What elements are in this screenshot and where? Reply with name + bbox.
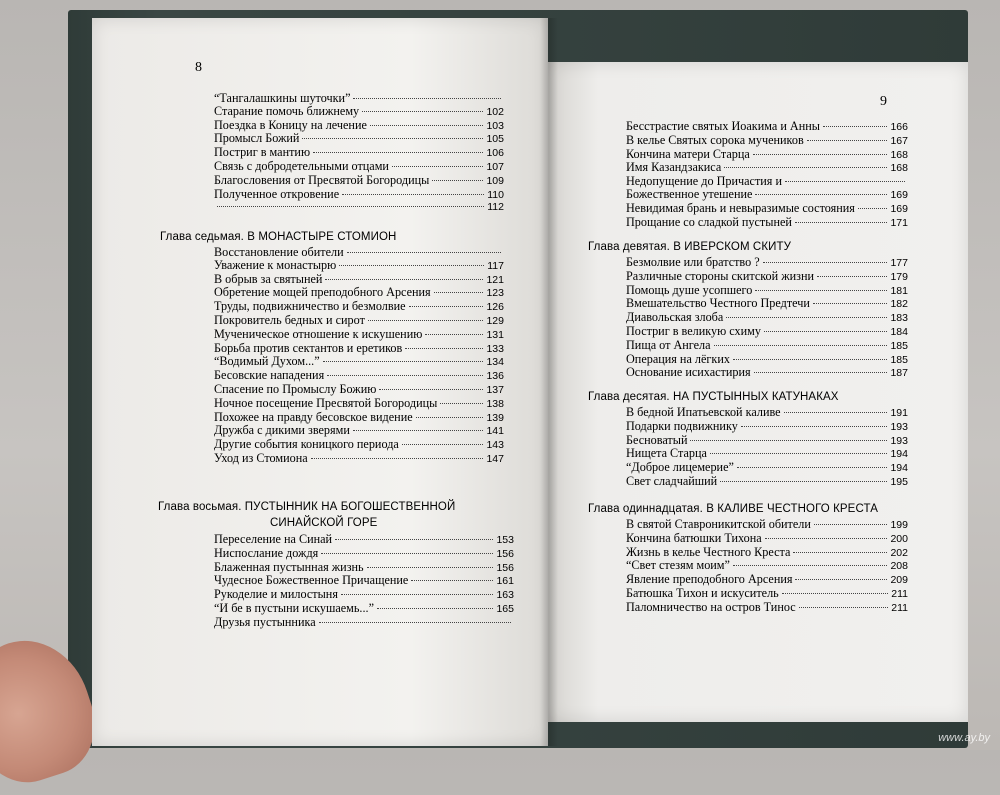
toc-entry [214, 160, 504, 174]
toc-entry-title: “Свет стезям моим” [626, 558, 730, 573]
toc-entry-page: 137 [486, 383, 504, 396]
toc-entry [214, 438, 504, 452]
toc-leader-dots [409, 305, 484, 307]
toc-entry-page: 181 [890, 284, 908, 297]
toc-entry [214, 369, 504, 383]
toc-entry-title: Уважение к монастырю [214, 257, 337, 272]
toc-entry [626, 297, 908, 311]
toc-entry [626, 339, 908, 353]
toc-entry-title: Операция на лёгких [626, 351, 730, 366]
toc-leader-dots [335, 538, 493, 540]
toc-entry-title: Божественное утешение [626, 186, 753, 201]
toc-entry-page: 168 [890, 162, 908, 175]
toc-entry [626, 325, 908, 339]
toc-leader-dots [813, 302, 888, 304]
toc-chapter-8 [214, 533, 514, 629]
toc-leader-dots [311, 457, 484, 459]
toc-entry-page: 211 [891, 587, 908, 600]
toc-entry-page: 179 [890, 270, 908, 283]
toc-leader-dots [763, 261, 888, 263]
toc-entry-page: 167 [890, 134, 908, 147]
toc-leader-dots [323, 360, 484, 362]
toc-entry [626, 284, 908, 298]
toc-entry-title: Постриг в мантию [214, 145, 311, 160]
toc-leader-dots [362, 110, 483, 112]
toc-entry-page: 195 [890, 475, 908, 488]
toc-leader-dots [321, 552, 493, 554]
toc-entry-title: “И бе в пустыни искушаемь...” [214, 600, 374, 615]
toc-leader-dots [807, 139, 888, 141]
toc-entry-page: 209 [890, 574, 908, 587]
toc-entry [626, 587, 908, 601]
toc-entry [214, 132, 504, 146]
toc-entry-title: Похожее на правду бесовское видение [214, 409, 413, 424]
toc-entry-page: 141 [486, 425, 504, 438]
toc-entry-title: Нищета Старца [626, 446, 707, 461]
toc-entry [626, 353, 908, 367]
toc-entry-page: 182 [890, 298, 908, 311]
toc-entry-page: 161 [496, 575, 514, 588]
toc-entry [214, 314, 504, 328]
toc-entry [626, 120, 908, 134]
toc-leader-dots [784, 411, 888, 413]
toc-entry-title: Жизнь в келье Честного Креста [626, 544, 791, 559]
toc-leader-dots [726, 316, 887, 318]
toc-entry-page: 102 [486, 105, 504, 118]
toc-entry-title: Кончина батюшки Тихона [626, 530, 762, 545]
toc-leader-dots [764, 330, 888, 332]
toc-leader-dots [313, 151, 483, 153]
toc-entry-page: 131 [486, 328, 504, 341]
toc-entry-page: 200 [890, 532, 908, 545]
toc-entry-title: Борьба против сектантов и еретиков [214, 340, 403, 355]
toc-entry [626, 461, 908, 475]
toc-entry-title: Диавольская злоба [626, 310, 724, 325]
toc-entry [214, 119, 504, 133]
toc-entry [626, 518, 908, 532]
toc-entry-title: “Тангалашкины шуточки” [214, 91, 351, 105]
toc-entry [626, 188, 908, 202]
toc-entry-title: Батюшка Тихон и искуситель [626, 585, 779, 600]
toc-entry [214, 92, 504, 105]
toc-entry [214, 174, 504, 188]
toc-leader-dots [353, 429, 484, 431]
toc-entry-title: Восстановление обители [214, 245, 344, 259]
toc-entry [214, 105, 504, 119]
toc-entry [214, 533, 514, 547]
chapter-9-heading: Глава девятая. В ИВЕРСКОМ СКИТУ [588, 241, 792, 253]
toc-entry [214, 246, 504, 259]
toc-entry-title: Связь с добродетельными отцами [214, 158, 389, 173]
chapter-8-heading-line1: Глава восьмая. ПУСТЫННИК НА БОГОШЕСТВЕННОЙ [158, 501, 456, 513]
toc-leader-dots [858, 207, 888, 209]
toc-leader-dots [782, 592, 889, 594]
chapter-11-heading: Глава одиннадцатая. В КАЛИВЕ ЧЕСТНОГО КРЕСТА [588, 503, 878, 515]
toc-entry-page: 187 [890, 367, 908, 380]
toc-entry-page: 185 [890, 339, 908, 352]
toc-entry-page: 107 [486, 160, 504, 173]
toc-entry-page: 110 [487, 188, 504, 201]
toc-entry-page: 185 [890, 353, 908, 366]
toc-entry-title: Спасение по Промыслу Божию [214, 381, 377, 396]
toc-leader-dots [690, 439, 887, 441]
page-number-left: 8 [195, 60, 202, 75]
toc-leader-dots [405, 347, 483, 349]
toc-entry-title: Блаженная пустынная жизнь [214, 559, 364, 574]
toc-entry-page: 106 [486, 147, 504, 160]
toc-entry-page: 208 [890, 560, 908, 573]
toc-entry [626, 161, 908, 175]
toc-entry [214, 452, 504, 466]
toc-entry-page: 202 [890, 546, 908, 559]
toc-entry-title: Прощание со сладкой пустыней [626, 214, 792, 229]
toc-leader-dots [416, 416, 484, 418]
toc-leader-dots [319, 621, 511, 623]
toc-entry-page: 165 [496, 602, 514, 615]
toc-entry-page: 194 [890, 462, 908, 475]
toc-leader-dots [392, 165, 484, 167]
toc-entry [214, 547, 514, 561]
toc-chapter-11 [626, 518, 908, 615]
toc-entry-title: Явление преподобного Арсения [626, 572, 793, 587]
toc-entry-page: 156 [496, 547, 514, 560]
toc-entry [626, 148, 908, 162]
toc-leader-dots [755, 193, 887, 195]
toc-entry [214, 259, 504, 273]
toc-entry-title: Ниспослание дождя [214, 545, 319, 560]
toc-entry-title: Кончина матери Старца [626, 146, 750, 161]
toc-entry-page: 168 [890, 148, 908, 161]
toc-entry [214, 273, 504, 287]
toc-leader-dots [785, 180, 905, 182]
toc-leader-dots [765, 537, 888, 539]
toc-entry [626, 366, 908, 380]
toc-entry [214, 342, 504, 356]
toc-entry [626, 532, 908, 546]
toc-entry-title: Рукоделие и милостыня [214, 587, 338, 602]
toc-leader-dots [440, 402, 483, 404]
toc-entry-title: “Доброе лицемерие” [626, 460, 734, 475]
toc-entry-page: 177 [890, 257, 908, 269]
toc-entry-page: 103 [486, 119, 504, 132]
toc-entry-page: 109 [486, 174, 504, 187]
toc-entry-page: 105 [486, 133, 504, 146]
toc-entry [214, 146, 504, 160]
toc-entry [214, 616, 514, 629]
toc-entry-title: Пища от Ангела [626, 337, 711, 352]
toc-leader-dots [302, 137, 483, 139]
toc-entry-page: 169 [890, 188, 908, 201]
toc-entry-title: Недопущение до Причастия и [626, 174, 782, 189]
toc-entry-page: 117 [487, 259, 504, 272]
toc-entry-title: Помощь душе усопшего [626, 282, 753, 297]
toc-leader-dots [753, 153, 888, 155]
toc-leader-dots [377, 607, 493, 609]
toc-entry-title: Имя Казандзакиса [626, 160, 722, 175]
toc-entry-page: 211 [891, 601, 908, 614]
toc-leader-dots [755, 289, 887, 291]
toc-entry [626, 573, 908, 587]
toc-entry [214, 602, 514, 616]
toc-entry [214, 424, 504, 438]
toc-entry [626, 420, 908, 434]
toc-entry [214, 355, 504, 369]
toc-entry-page: 143 [486, 439, 504, 452]
toc-entry-title: Поездка в Коницу на лечение [214, 117, 367, 132]
toc-entry-page: 147 [486, 452, 504, 465]
toc-leader-dots [432, 179, 483, 181]
toc-entry-title: Друзья пустынника [214, 614, 316, 629]
toc-entry-page: 129 [486, 314, 504, 327]
toc-entry-title: Обретение мощей преподобного Арсения [214, 285, 431, 300]
toc-leader-dots [795, 578, 887, 580]
toc-entry-page: 191 [890, 407, 908, 419]
toc-left-top [214, 92, 504, 214]
toc-leader-dots [434, 291, 484, 293]
toc-leader-dots [379, 388, 483, 390]
book-gutter [540, 18, 558, 746]
toc-entry-title: Паломничество на остров Тинос [626, 599, 796, 614]
toc-entry [214, 328, 504, 342]
toc-entry [214, 397, 504, 411]
toc-leader-dots [733, 564, 888, 566]
toc-entry-title: Ночное посещение Пресвятой Богородицы [214, 395, 438, 410]
toc-entry-page: 171 [890, 216, 908, 229]
toc-entry-title: В святой Ставроникитской обители [626, 517, 811, 531]
toc-entry-page: 183 [890, 312, 908, 325]
toc-entry-page: 126 [486, 301, 504, 314]
chapter-7-heading: Глава седьмая. В МОНАСТЫРЕ СТОМИОН [160, 231, 397, 243]
toc-leader-dots [367, 566, 494, 568]
toc-entry [626, 216, 908, 230]
toc-leader-dots [342, 193, 484, 195]
toc-entry-title: Основание исихастирия [626, 365, 751, 380]
toc-entry-page: 123 [486, 287, 504, 300]
toc-entry-title: Бесовские нападения [214, 368, 325, 383]
toc-entry-page: 184 [890, 325, 908, 338]
toc-entry [626, 134, 908, 148]
toc-chapter-10 [626, 406, 908, 489]
toc-leader-dots [217, 205, 484, 207]
toc-entry [626, 406, 908, 420]
toc-entry-page: 112 [487, 201, 504, 214]
toc-entry-page: 199 [890, 519, 908, 531]
toc-entry [214, 561, 514, 575]
toc-entry-title: Бесстрастие святых Иоакима и Анны [626, 119, 820, 133]
toc-entry [214, 201, 504, 214]
toc-entry-page: 139 [486, 411, 504, 424]
chapter-8-heading-line2: СИНАЙСКОЙ ГОРЕ [270, 517, 378, 529]
toc-leader-dots [402, 443, 484, 445]
toc-entry-title: В обрыв за святыней [214, 271, 323, 286]
toc-entry [626, 447, 908, 461]
toc-entry-title: Покровитель бедных и сирот [214, 312, 365, 327]
toc-leader-dots [733, 358, 888, 360]
toc-entry [626, 475, 908, 489]
toc-entry-title: “Водимый Духом...” [214, 354, 320, 369]
toc-entry [626, 434, 908, 448]
toc-entry [214, 188, 504, 202]
toc-leader-dots [799, 606, 889, 608]
toc-entry [626, 270, 908, 284]
toc-entry-title: Постриг в великую схиму [626, 323, 761, 338]
toc-entry-title: Старание помочь ближнему [214, 103, 360, 118]
toc-entry-title: Благословения от Пресвятой Богородицы [214, 172, 430, 187]
toc-entry [214, 411, 504, 425]
toc-leader-dots [353, 97, 501, 99]
toc-chapter-7 [214, 246, 504, 466]
toc-leader-dots [347, 251, 501, 253]
toc-leader-dots [741, 425, 888, 427]
toc-leader-dots [720, 480, 887, 482]
toc-leader-dots [411, 579, 493, 581]
toc-entry-title: Уход из Стомиона [214, 450, 308, 465]
toc-entry-title: Промысл Божий [214, 131, 300, 146]
toc-leader-dots [817, 275, 887, 277]
toc-entry-title: Бесноватый [626, 432, 688, 447]
toc-entry-title: Переселение на Синай [214, 532, 333, 546]
toc-leader-dots [425, 333, 483, 335]
toc-entry-title: Подарки подвижнику [626, 418, 738, 433]
toc-leader-dots [325, 278, 483, 280]
toc-entry [626, 601, 908, 615]
toc-entry-title: Свет сладчайший [626, 473, 718, 488]
toc-entry-page: 153 [496, 534, 514, 546]
toc-entry-title: В келье Святых сорока мучеников [626, 132, 804, 147]
toc-leader-dots [339, 264, 484, 266]
toc-entry [626, 256, 908, 270]
toc-entry [626, 202, 908, 216]
toc-entry [626, 559, 908, 573]
toc-entry-page: 138 [486, 397, 504, 410]
toc-chapter-9 [626, 256, 908, 380]
page-number-right: 9 [880, 94, 887, 109]
toc-entry-page: 136 [486, 370, 504, 383]
toc-leader-dots [714, 344, 888, 346]
toc-entry-title: Мученическое отношение к искушению [214, 326, 423, 341]
toc-entry [214, 588, 514, 602]
toc-leader-dots [754, 371, 888, 373]
toc-leader-dots [370, 124, 484, 126]
toc-entry-title: Безмолвие или братство ? [626, 255, 760, 269]
toc-entry-title: Невидимая брань и невыразимые состояния [626, 200, 855, 215]
toc-leader-dots [341, 593, 494, 595]
toc-entry-title: Различные стороны скитской жизни [626, 268, 815, 283]
toc-entry-title: Другие события коницкого периода [214, 437, 399, 452]
toc-leader-dots [724, 166, 887, 168]
toc-entry-page: 156 [496, 561, 514, 574]
toc-entry-title: Труды, подвижничество и безмолвие [214, 299, 406, 314]
toc-entry-title: Дружба с дикими зверями [214, 423, 350, 438]
watermark: www.ay.by [938, 732, 990, 744]
toc-entry-page: 193 [890, 420, 908, 433]
toc-entry-page: 121 [486, 273, 504, 286]
toc-leader-dots [368, 319, 484, 321]
toc-leader-dots [795, 221, 888, 223]
toc-entry [626, 311, 908, 325]
toc-entry-page: 166 [890, 121, 908, 133]
toc-entry-title: Чудесное Божественное Причащение [214, 573, 409, 588]
toc-right-top [626, 120, 908, 229]
toc-entry-title: Полученное откровение [214, 186, 340, 201]
toc-leader-dots [737, 466, 888, 468]
chapter-10-heading: Глава десятая. НА ПУСТЫННЫХ КАТУНАКАХ [588, 391, 839, 403]
toc-leader-dots [710, 452, 888, 454]
toc-entry-page: 194 [890, 448, 908, 461]
toc-entry [214, 286, 504, 300]
toc-entry-title: В бедной Ипатьевской каливе [626, 405, 781, 419]
toc-leader-dots [814, 523, 888, 525]
toc-leader-dots [327, 374, 483, 376]
toc-entry-page: 163 [496, 589, 514, 602]
toc-entry [214, 574, 514, 588]
toc-entry-page: 133 [486, 342, 504, 355]
toc-entry-page: 169 [890, 202, 908, 215]
toc-leader-dots [793, 551, 887, 553]
toc-entry-page: 134 [486, 356, 504, 369]
toc-leader-dots [823, 125, 888, 127]
toc-entry-page: 193 [890, 434, 908, 447]
toc-entry [214, 383, 504, 397]
toc-entry [626, 546, 908, 560]
toc-entry-title: Вмешательство Честного Предтечи [626, 296, 810, 311]
toc-entry [214, 300, 504, 314]
